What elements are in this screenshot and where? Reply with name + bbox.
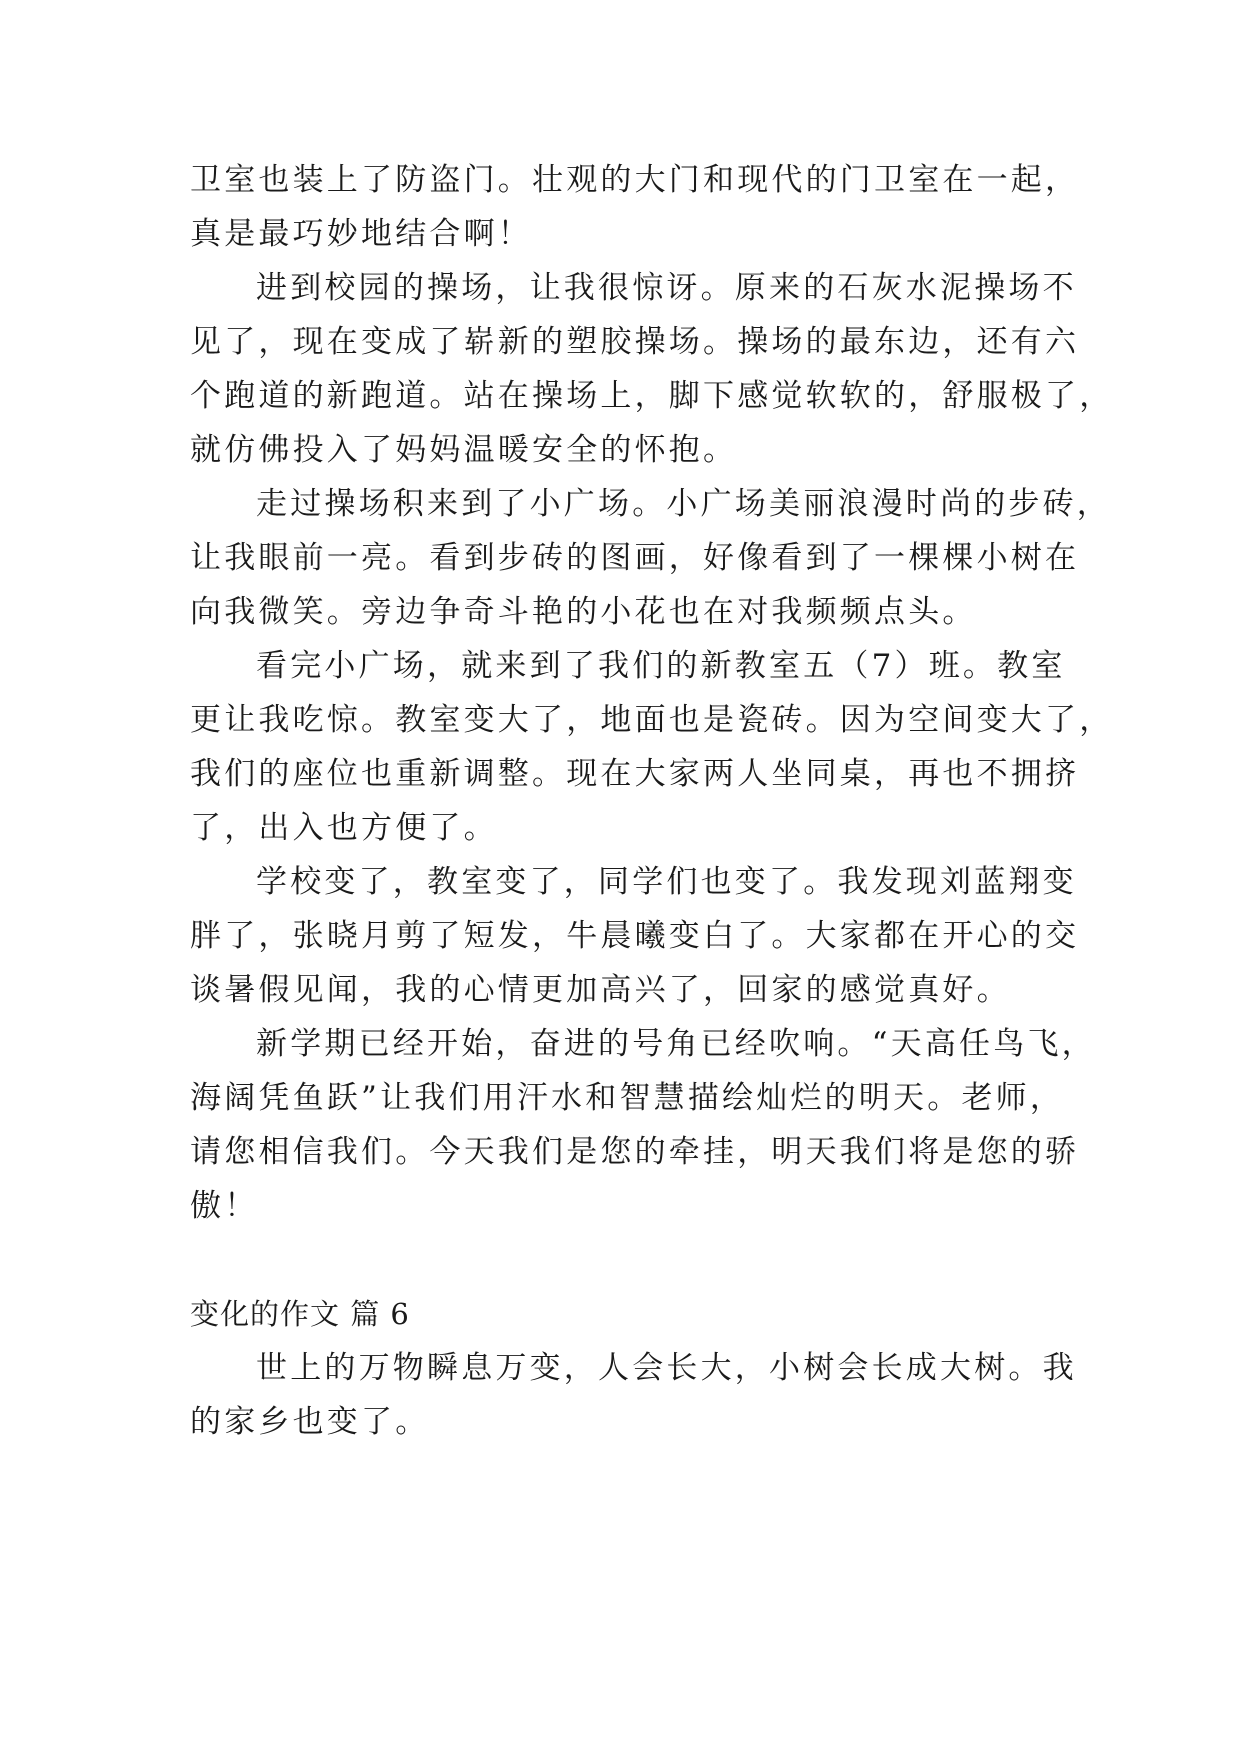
text-line: 见了，现在变成了崭新的塑胶操场。操场的最东边，还有六: [190, 324, 1080, 360]
text-line: 向我微笑。旁边争奇斗艳的小花也在对我频频点头。: [190, 594, 977, 630]
text-line: 卫室也装上了防盗门。壮观的大门和现代的门卫室在一起，: [190, 162, 1080, 198]
text-line: 了，出入也方便了。: [190, 810, 498, 846]
text-line: 我们的座位也重新调整。现在大家两人坐同桌，再也不拥挤: [190, 756, 1080, 792]
paragraph-start-line: 世上的万物瞬息万变，人会长大，小树会长成大树。我: [256, 1350, 1077, 1386]
text-line: 海阔凭鱼跃”让我们用汗水和智慧描绘灿烂的明天。老师，: [190, 1080, 1065, 1116]
paragraph-start-line: 学校变了，教室变了，同学们也变了。我发现刘蓝翔变: [256, 864, 1077, 900]
text-line: 更让我吃惊。教室变大了，地面也是瓷砖。因为空间变大了，: [190, 702, 1114, 738]
paragraph-start-line: 看完小广场，就来到了我们的新教室五（7）班。教室: [256, 648, 1066, 684]
text-line: 个跑道的新跑道。站在操场上，脚下感觉软软的，舒服极了，: [190, 378, 1114, 414]
text-line: 就仿佛投入了妈妈温暖安全的怀抱。: [190, 432, 738, 468]
text-line: 让我眼前一亮。看到步砖的图画，好像看到了一棵棵小树在: [190, 540, 1080, 576]
text-line: 傲！: [190, 1188, 259, 1224]
text-line: 胖了，张晓月剪了短发，牛晨曦变白了。大家都在开心的交: [190, 918, 1080, 954]
paragraph-start-line: 新学期已经开始，奋进的号角已经吹响。“天高任鸟飞，: [256, 1026, 1096, 1062]
text-line: 请您相信我们。今天我们是您的牵挂，明天我们将是您的骄: [190, 1134, 1080, 1170]
text-line: 的家乡也变了。: [190, 1404, 430, 1440]
text-line: 真是最巧妙地结合啊！: [190, 216, 532, 252]
section-heading: 变化的作文 篇 6: [190, 1297, 410, 1331]
paragraph-start-line: 走过操场积来到了小广场。小广场美丽浪漫时尚的步砖，: [256, 486, 1111, 522]
paragraph-start-line: 进到校园的操场，让我很惊讶。原来的石灰水泥操场不: [256, 270, 1077, 306]
text-line: 谈暑假见闻，我的心情更加高兴了，回家的感觉真好。: [190, 972, 1011, 1008]
